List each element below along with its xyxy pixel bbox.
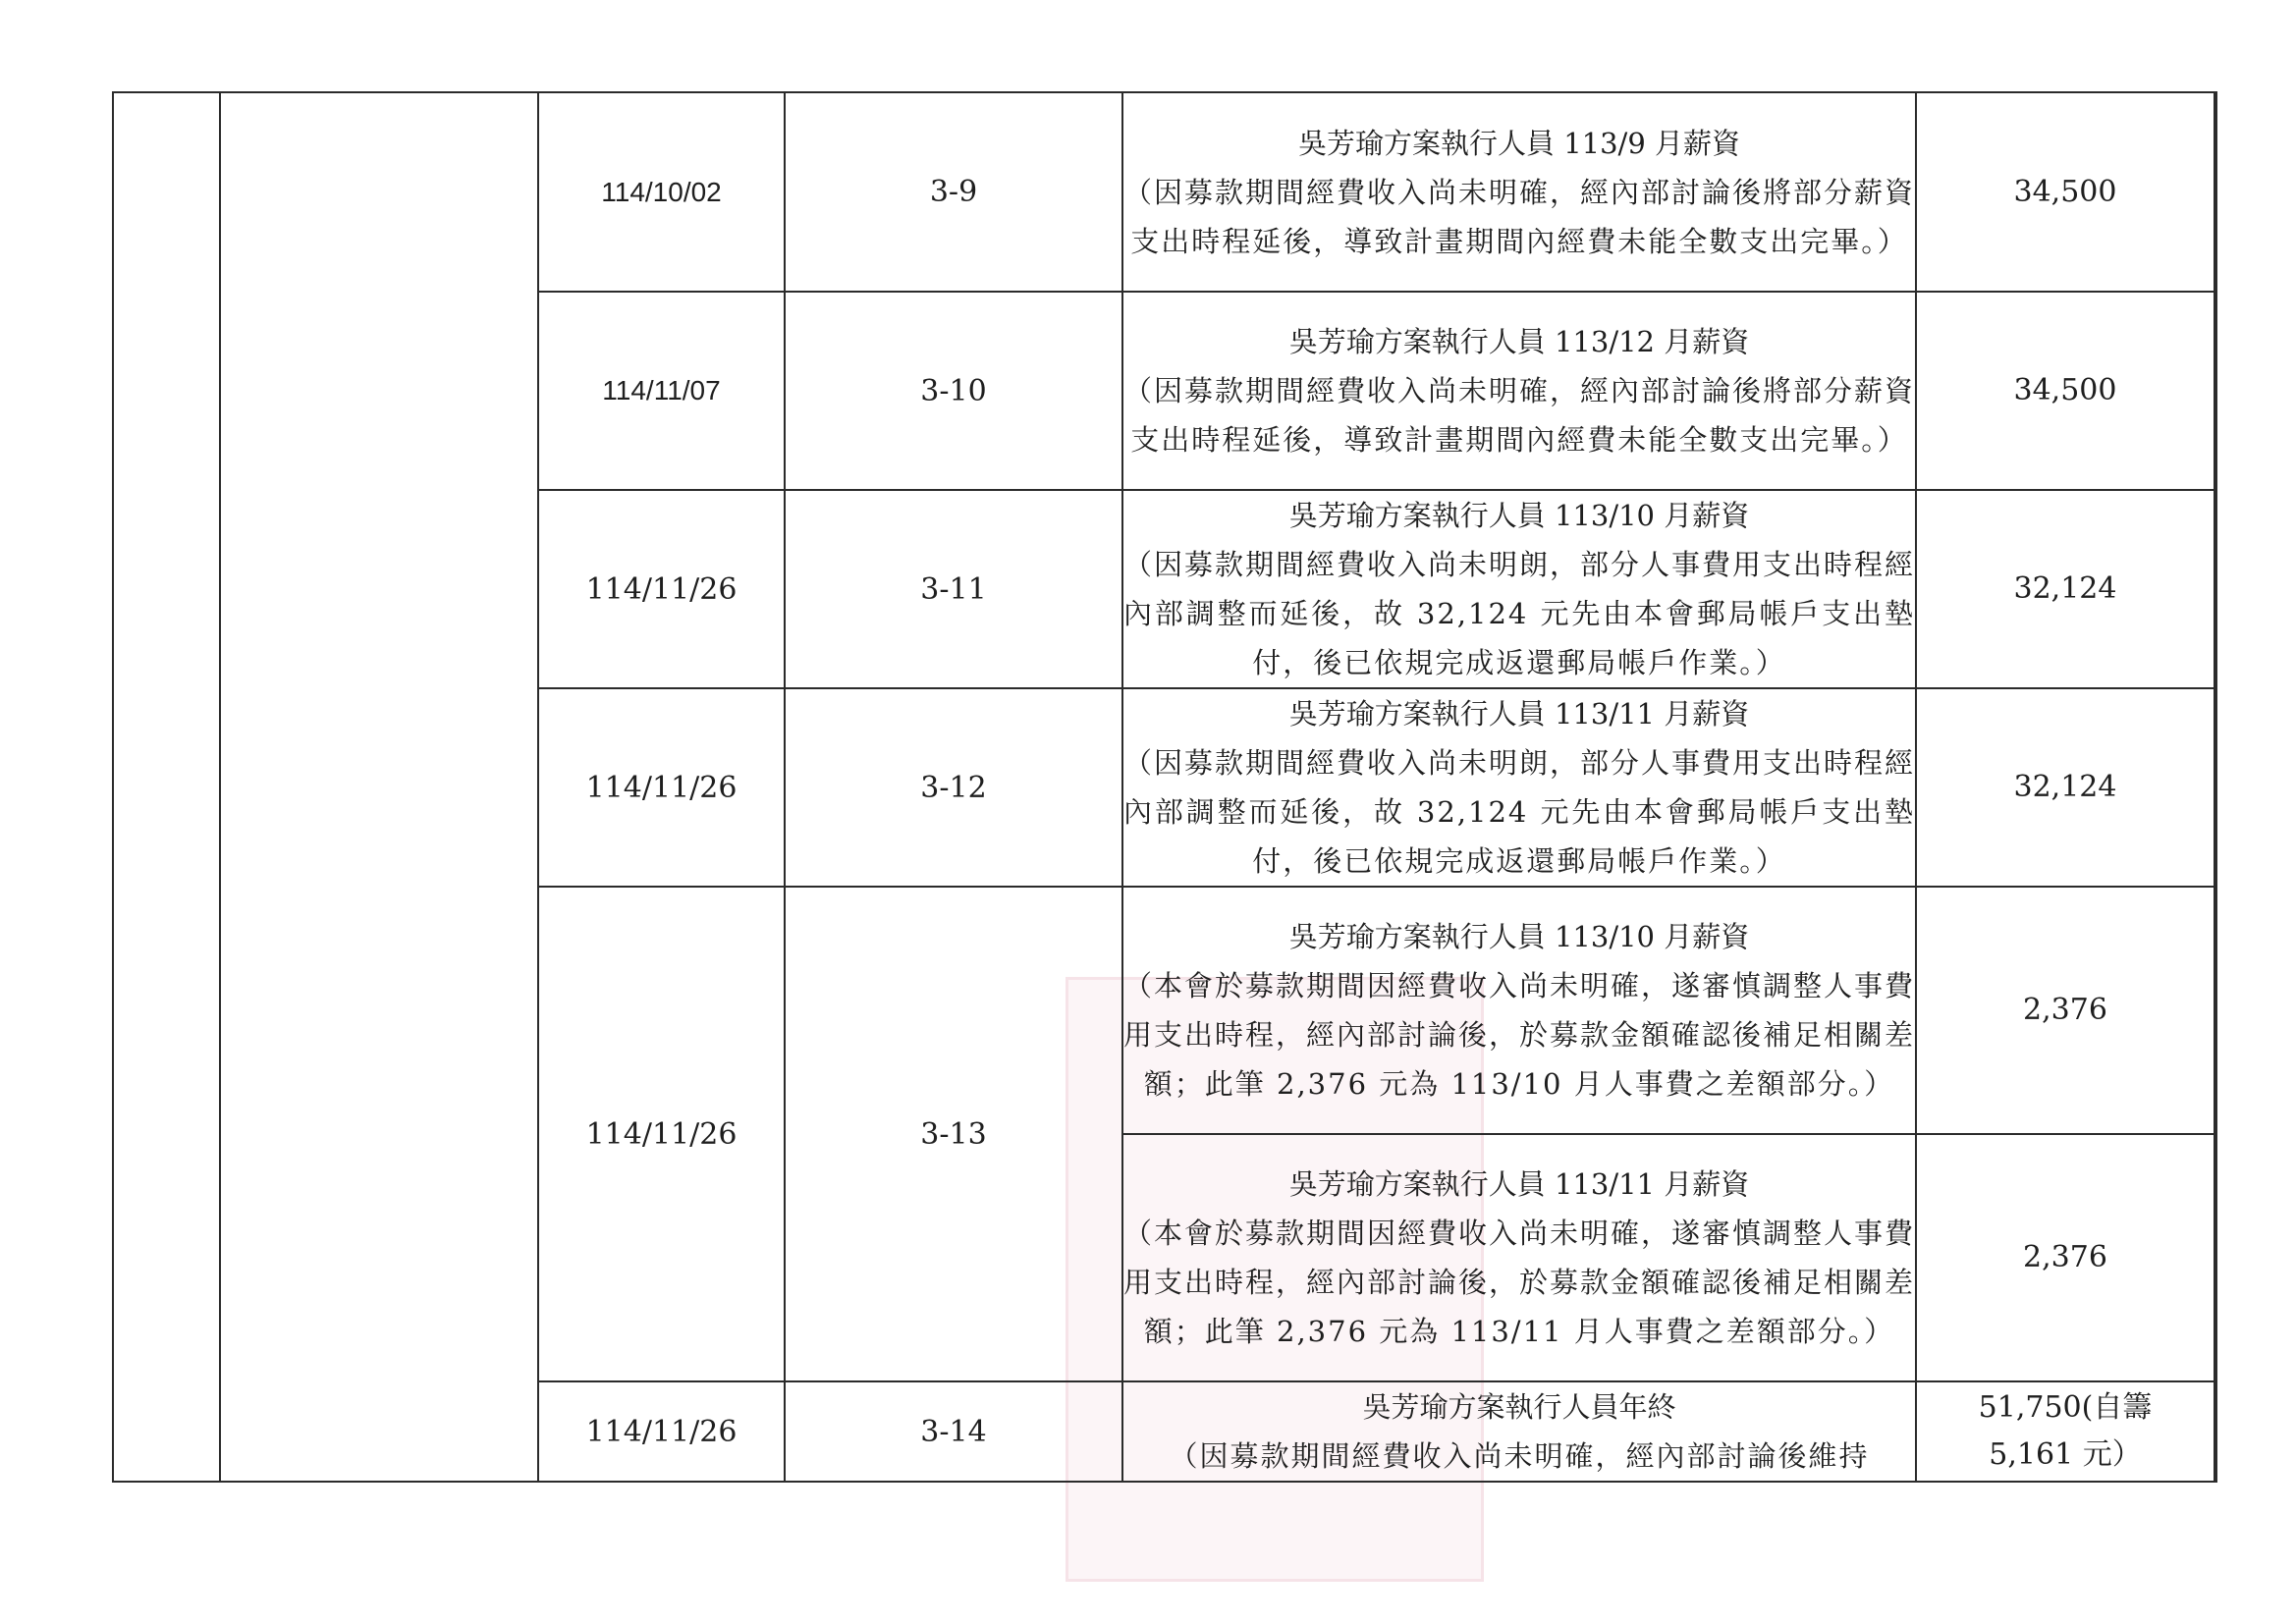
date-cell: 114/11/26 xyxy=(538,1381,785,1482)
voucher-code-cell: 3-12 xyxy=(785,688,1122,887)
description-note: （因募款期間經費收入尚未明朗，部分人事費用支出時程經內部調整而延後，故 32,124 元先由本會郵局帳戶支出墊付，後已依規完成返還郵局帳戶作業。） xyxy=(1123,746,1916,878)
description-cell xyxy=(1122,1134,1916,1381)
amount-cell: 32,124 xyxy=(1916,688,2214,887)
description-note: （本會於募款期間因經費收入尚未明確，遂審慎調整人事費用支出時程，經內部討論後，於募款金額確認後補足相關差額；此筆 2,376 元為 113/11 月人事費之差額部分。） xyxy=(1123,1217,1916,1348)
voucher-code-cell: 3-11 xyxy=(785,490,1122,688)
right-margin-cell xyxy=(2214,92,2216,1482)
description-cell xyxy=(1122,292,1916,490)
description-title: 吳芳瑜方案執行人員 113/9 月薪資 xyxy=(1297,126,1740,160)
date-cell: 114/11/26 xyxy=(538,688,785,887)
amount-cell: 32,124 xyxy=(1916,490,2214,688)
description-note: （因募款期間經費收入尚未明朗，部分人事費用支出時程經內部調整而延後，故 32,124 元先由本會郵局帳戶支出墊付，後已依規完成返還郵局帳戶作業。） xyxy=(1123,548,1916,679)
amount-cell: 34,500 xyxy=(1916,292,2214,490)
description-note: （因募款期間經費收入尚未明確，經內部討論後將部分薪資支出時程延後，導致計畫期間內經費未能全數支出完畢。） xyxy=(1123,374,1916,457)
voucher-code-cell: 3-10 xyxy=(785,292,1122,490)
date-cell: 114/10/02 xyxy=(538,92,785,292)
description-title: 吳芳瑜方案執行人員 113/11 月薪資 xyxy=(1288,697,1750,730)
expense-ledger-table xyxy=(112,91,2217,1483)
description-cell xyxy=(1122,490,1916,688)
description-cell xyxy=(1122,92,1916,292)
description-note: （本會於募款期間因經費收入尚未明確，遂審慎調整人事費用支出時程，經內部討論後，於募款金額確認後補足相關差額；此筆 2,376 元為 113/10 月人事費之差額部分。） xyxy=(1123,969,1916,1101)
description-title: 吳芳瑜方案執行人員 113/12 月薪資 xyxy=(1288,325,1750,358)
amount-cell: 2,376 xyxy=(1916,887,2214,1134)
voucher-code-cell: 3-13 xyxy=(785,887,1122,1381)
amount-cell: 2,376 xyxy=(1916,1134,2214,1381)
description-title: 吳芳瑜方案執行人員 113/10 月薪資 xyxy=(1288,920,1750,953)
date-cell: 114/11/07 xyxy=(538,292,785,490)
voucher-code-cell: 3-14 xyxy=(785,1381,1122,1482)
description-cell xyxy=(1122,1381,1916,1482)
description-note: （因募款期間經費收入尚未明確，經內部討論後將部分薪資支出時程延後，導致計畫期間內經費未能全數支出完畢。） xyxy=(1123,175,1916,258)
description-title: 吳芳瑜方案執行人員 113/11 月薪資 xyxy=(1288,1167,1750,1201)
date-cell: 114/11/26 xyxy=(538,887,785,1381)
amount-cell: 51,750(自籌5,161 元） xyxy=(1916,1381,2214,1482)
description-cell xyxy=(1122,887,1916,1134)
description-cell xyxy=(1122,688,1916,887)
blank-cell-category xyxy=(113,92,220,1482)
voucher-code-cell: 3-9 xyxy=(785,92,1122,292)
blank-cell-item xyxy=(220,92,538,1482)
table-row xyxy=(113,92,2216,292)
amount-cell: 34,500 xyxy=(1916,92,2214,292)
description-title: 吳芳瑜方案執行人員 113/10 月薪資 xyxy=(1288,499,1750,532)
description-note: （因募款期間經費收入尚未明確，經內部討論後維持 xyxy=(1169,1439,1870,1473)
date-cell: 114/11/26 xyxy=(538,490,785,688)
description-title: 吳芳瑜方案執行人員年終 xyxy=(1362,1390,1676,1424)
